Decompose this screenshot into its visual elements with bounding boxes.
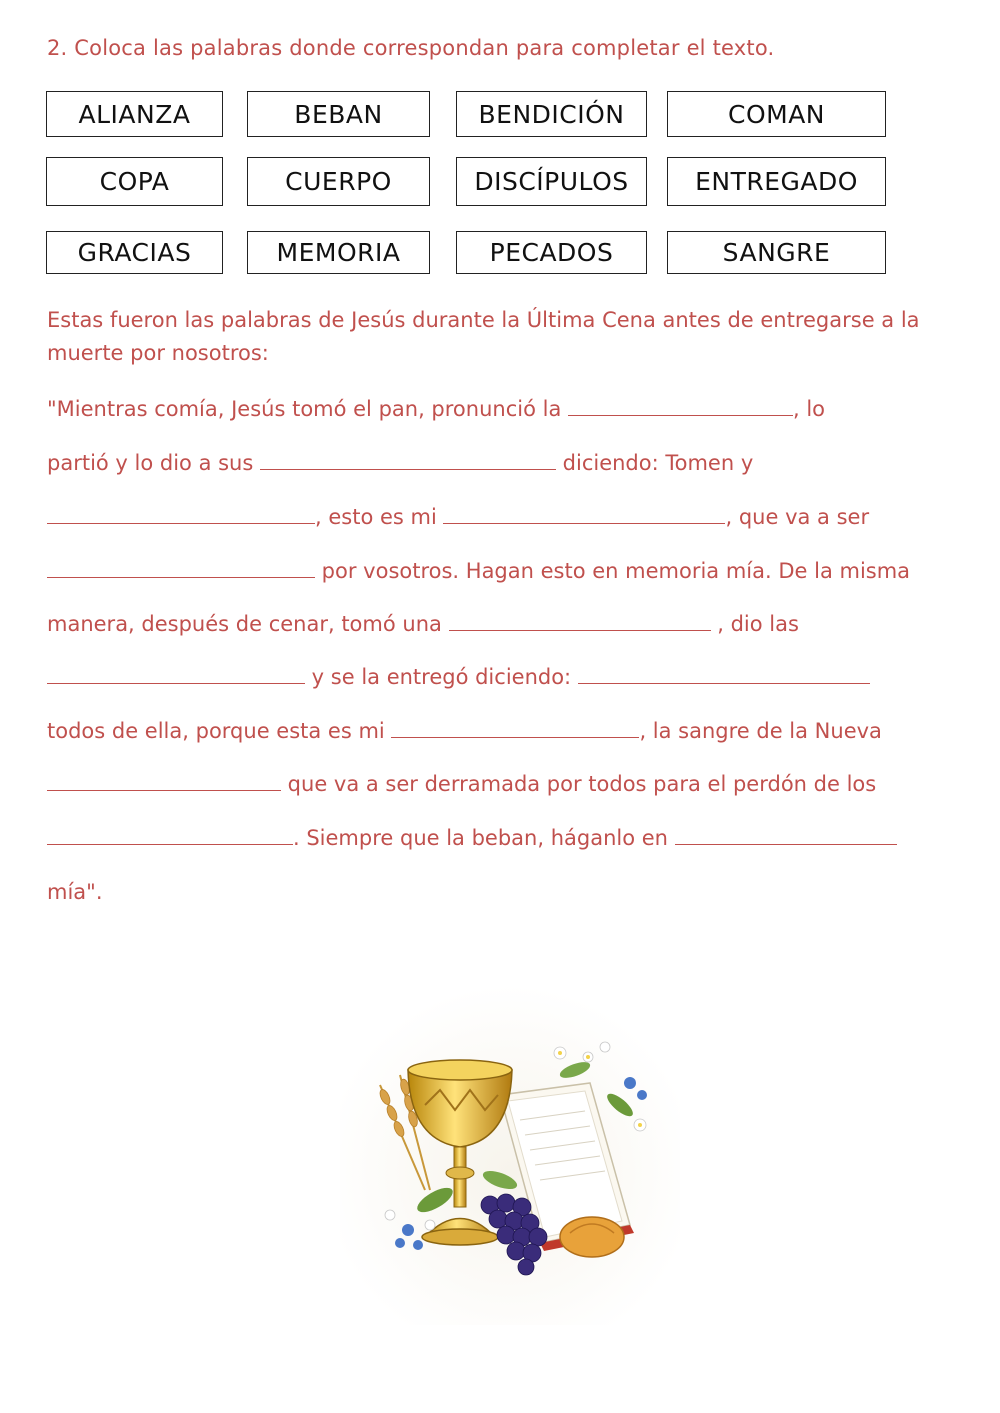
text-fragment: por vosotros. Hagan esto en memoria mía. De la misma (315, 559, 911, 583)
answer-blank[interactable] (47, 503, 315, 524)
text-fragment: todos de ella, porque esta es mi (47, 719, 392, 743)
answer-blank[interactable] (449, 610, 711, 631)
answer-blank[interactable] (568, 395, 793, 416)
text-fragment: que va a ser derramada por todos para el perdón de los (281, 772, 877, 796)
text-line (47, 823, 897, 853)
text-fragment: , dio las (710, 612, 799, 636)
word-box[interactable]: COPA (46, 157, 223, 206)
text-fragment: y se la entregó diciendo: (305, 665, 578, 689)
text-line (47, 448, 753, 478)
text-line (47, 609, 799, 639)
answer-blank[interactable] (47, 557, 315, 578)
text-fragment: , que va a ser (725, 505, 870, 529)
text-fragment: "Mientras comía, Jesús tomó el pan, pronunció la (47, 397, 568, 421)
text-line (47, 662, 870, 692)
word-box[interactable]: GRACIAS (46, 231, 223, 274)
text-line (47, 502, 869, 532)
text-line (47, 716, 882, 746)
text-fragment: , lo (793, 397, 826, 421)
answer-blank[interactable] (47, 663, 305, 684)
word-box[interactable]: BENDICIÓN (456, 91, 647, 137)
word-box[interactable]: BEBAN (247, 91, 430, 137)
text-line (47, 394, 825, 424)
chalice-illustration (330, 975, 690, 1335)
answer-blank[interactable] (260, 449, 556, 470)
text-line (47, 556, 910, 586)
text-fragment: partió y lo dio a sus (47, 451, 260, 475)
text-fragment: . Siempre que la beban, háganlo en (293, 826, 675, 850)
word-box[interactable]: PECADOS (456, 231, 647, 274)
instruction-text: 2. Coloca las palabras donde correspondan para completar el texto. (47, 36, 775, 60)
word-box[interactable]: COMAN (667, 91, 886, 137)
word-box[interactable]: CUERPO (247, 157, 430, 206)
word-box[interactable]: DISCÍPULOS (456, 157, 647, 206)
text-fragment: , esto es mi (315, 505, 444, 529)
answer-blank[interactable] (47, 770, 281, 791)
answer-blank[interactable] (675, 824, 897, 845)
text-line (47, 877, 103, 907)
intro-paragraph: Estas fueron las palabras de Jesús durante la Última Cena antes de entregarse a la muerte por nosotros: (47, 308, 920, 365)
word-box[interactable]: SANGRE (667, 231, 886, 274)
answer-blank[interactable] (47, 824, 293, 845)
text-fragment: mía". (47, 880, 103, 904)
word-box[interactable]: ENTREGADO (667, 157, 886, 206)
illustration-background (340, 985, 680, 1325)
answer-blank[interactable] (578, 663, 870, 684)
answer-blank[interactable] (443, 503, 725, 524)
text-fragment: diciendo: Tomen y (555, 451, 754, 475)
text-fragment: manera, después de cenar, tomó una (47, 612, 449, 636)
answer-blank[interactable] (391, 717, 639, 738)
bread-icon (560, 1217, 624, 1257)
text-line (47, 769, 876, 799)
word-box[interactable]: ALIANZA (46, 91, 223, 137)
text-fragment: , la sangre de la Nueva (639, 719, 882, 743)
word-box[interactable]: MEMORIA (247, 231, 430, 274)
